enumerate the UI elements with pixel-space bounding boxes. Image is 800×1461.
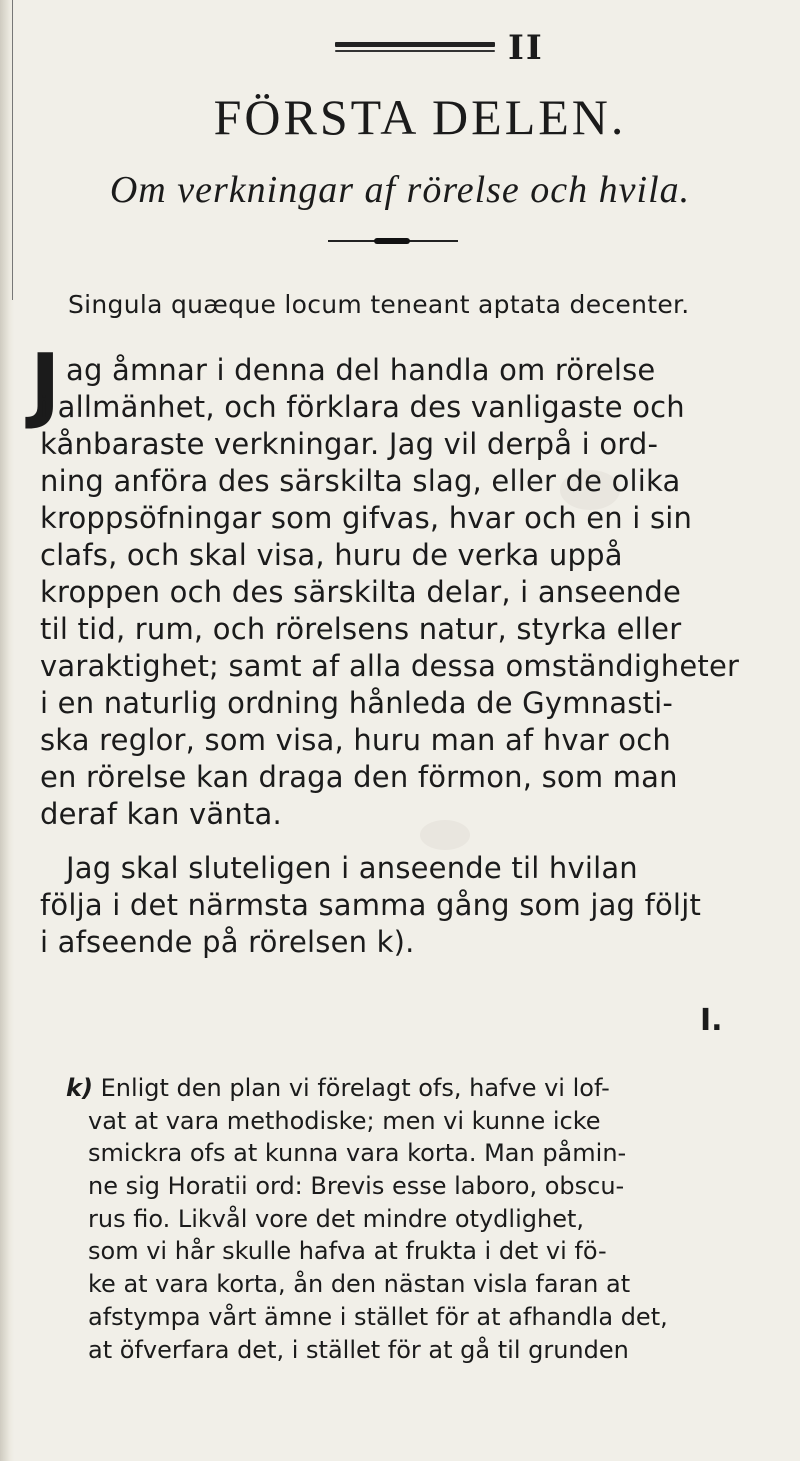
paragraph-first-line (66, 352, 800, 389)
footnote-line: vat at vara methodiske; men vi kunne icke (88, 1106, 601, 1135)
ornament-center (374, 238, 410, 244)
text-line: til tid, rum, och rörelsens natur, styrka eller (40, 612, 682, 646)
text-line: i afseende på rörelsen k). (40, 925, 415, 959)
page-title: FÖRSTA DELEN. (213, 89, 627, 145)
text-line: ning anföra des särskilta slag, eller de olika (40, 464, 681, 498)
paragraph-2 (40, 850, 790, 961)
footnote-line: afstympa vårt ämne i stället för at afhandla det, (88, 1302, 668, 1331)
text-line: ag åmnar i denna del handla om rörelse (66, 353, 656, 387)
paragraph-1 (40, 389, 790, 833)
text-line: Jag skal sluteligen i anseende til hvilan (66, 851, 638, 885)
footnote (66, 1072, 786, 1366)
text-line: kroppsöfningar som gifvas, hvar och en i sin (40, 501, 693, 535)
page-edge-line (12, 0, 13, 300)
footnote-line: smickra ofs at kunna vara korta. Man påmin- (88, 1139, 627, 1168)
text-line: ska reglor, som visa, huru man af hvar och (40, 723, 671, 757)
latin-motto: Singula quæque locum teneant aptata decenter. (68, 290, 690, 319)
text-line: kroppen och des särskilta delar, i anseende (40, 575, 682, 609)
footnote-text: Enligt den plan vi förelagt ofs, hafve vi lof- (92, 1074, 610, 1102)
text-line: kånbaraste verkningar. Jag vil derpå i ord- (40, 427, 659, 461)
footnote-line: ke at vara korta, ån den nästan visla faran at (88, 1270, 631, 1299)
text-line: i en naturlig ordning hånleda de Gymnasti- (40, 686, 674, 720)
drop-cap: J (30, 337, 61, 432)
text-line: deraf kan vänta. (40, 797, 282, 831)
page-signature: II (508, 28, 544, 68)
header-rule-thin (335, 50, 495, 52)
header-rule (335, 42, 495, 47)
text-line: en rörelse kan draga den förmon, som man (40, 760, 678, 794)
text-line: clafs, och skal visa, huru de verka uppå (40, 538, 623, 572)
ornament-rule (328, 240, 458, 242)
footnote-line: rus fio. Likvål vore det mindre otydlighet, (88, 1204, 584, 1233)
footnote-line: ne sig Horatii ord: Brevis esse laboro, obscu- (88, 1172, 625, 1201)
footnote-marker: k) (66, 1074, 93, 1102)
footnote-line: som vi hår skulle hafva at frukta i det vi fö- (88, 1237, 607, 1266)
chapter-subtitle: Om verkningar af rörelse och hvila. (109, 169, 691, 211)
text-line: i allmänhet, och förklara des vanligaste och (40, 390, 685, 424)
section-number: I. (700, 1003, 723, 1038)
text-line: följa i det närmsta samma gång som jag följt (40, 888, 702, 922)
footnote-line: at öfverfara det, i stället för at gå til grunden (88, 1335, 629, 1364)
footnote-line (66, 1072, 786, 1105)
text-line: varaktighet; samt af alla dessa omständigheter (40, 649, 740, 683)
